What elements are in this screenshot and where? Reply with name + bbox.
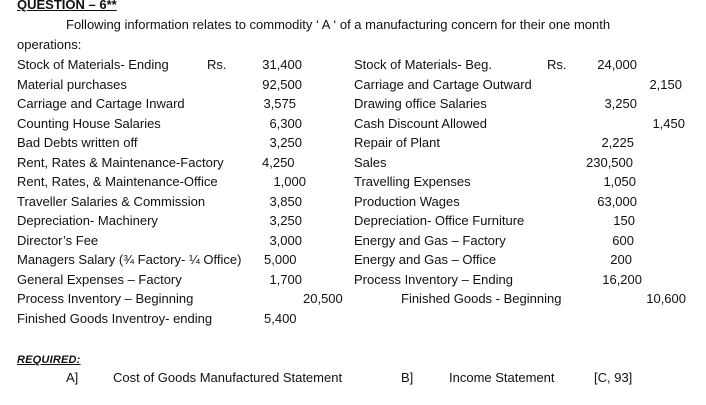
left-item-value: 5,000 — [264, 252, 297, 267]
left-item-value: 3,250 — [269, 135, 302, 150]
required-a-text: Cost of Goods Manufactured Statement — [113, 370, 343, 385]
left-item-value: 1,700 — [269, 272, 302, 287]
left-item-value: 3,850 — [269, 194, 302, 209]
right-item-value: 3,250 — [604, 96, 637, 111]
left-item-value: 5,400 — [264, 311, 297, 326]
right-item-value: 200 — [610, 252, 632, 267]
left-item-value: 1,000 — [273, 174, 306, 189]
left-item-label: Rent, Rates & Maintenance-Factory — [17, 155, 224, 170]
left-item-label: Material purchases — [17, 77, 127, 92]
left-item-label: Traveller Salaries & Commission — [17, 194, 206, 209]
left-item-label: Finished Goods Inventroy- ending — [17, 311, 213, 326]
left-item-value: 20,500 — [303, 291, 343, 306]
right-item-label: Finished Goods - Beginning — [401, 291, 562, 306]
right-item-value: 63,000 — [597, 194, 637, 209]
left-item-currency: Rs. — [207, 57, 227, 72]
right-item-value: 600 — [612, 233, 634, 248]
right-item-value: 2,150 — [649, 77, 682, 92]
right-item-label: Process Inventory – Ending — [354, 272, 513, 287]
required-heading: REQUIRED: — [17, 354, 81, 366]
reference-citation: [C, 93] — [594, 370, 633, 385]
left-item-label: Process Inventory – Beginning — [17, 291, 194, 306]
left-item-label: Depreciation- Machinery — [17, 213, 158, 228]
left-item-value: 31,400 — [262, 57, 302, 72]
right-item-label: Energy and Gas – Office — [354, 252, 497, 267]
right-item-value: 16,200 — [602, 272, 642, 287]
question-title: QUESTION – 6** — [17, 0, 117, 12]
left-item-label: Counting House Salaries — [17, 116, 161, 131]
right-item-label: Carriage and Cartage Outward — [354, 77, 532, 92]
intro-line-2: operations: — [17, 37, 82, 52]
right-item-label: Repair of Plant — [354, 135, 440, 150]
left-item-value: 4,250 — [262, 155, 295, 170]
left-item-label: General Expenses – Factory — [17, 272, 182, 287]
right-item-label: Production Wages — [354, 194, 460, 209]
left-item-label: Rent, Rates, & Maintenance-Office — [17, 174, 218, 189]
right-item-label: Depreciation- Office Furniture — [354, 213, 525, 228]
right-item-value: 1,050 — [603, 174, 636, 189]
right-item-value: 230,500 — [586, 155, 633, 170]
right-item-value: 150 — [613, 213, 635, 228]
required-a-marker: A] — [66, 370, 79, 385]
left-item-value: 3,575 — [263, 96, 296, 111]
intro-line-1: Following information relates to commodity ‘ A ‘ of a manufacturing concern for their one month — [66, 17, 611, 32]
left-item-label: Stock of Materials- Ending — [17, 57, 169, 72]
right-item-currency: Rs. — [547, 57, 567, 72]
required-b-text: Income Statement — [449, 370, 555, 385]
right-item-label: Energy and Gas – Factory — [354, 233, 506, 248]
right-item-value: 10,600 — [646, 291, 686, 306]
left-item-value: 3,250 — [269, 213, 302, 228]
right-item-label: Drawing office Salaries — [354, 96, 487, 111]
left-item-label: Director’s Fee — [17, 233, 99, 248]
right-item-value: 2,225 — [601, 135, 634, 150]
left-item-label: Bad Debts written off — [17, 135, 138, 150]
right-item-value: 24,000 — [597, 57, 637, 72]
required-b-marker: B] — [401, 370, 414, 385]
left-item-value: 6,300 — [269, 116, 302, 131]
left-item-label: Carriage and Cartage Inward — [17, 96, 185, 111]
left-item-value: 92,500 — [262, 77, 302, 92]
right-item-label: Cash Discount Allowed — [354, 116, 487, 131]
right-item-value: 1,450 — [652, 116, 685, 131]
left-item-label: Managers Salary (¾ Factory- ¼ Office) — [17, 252, 242, 267]
right-item-label: Travelling Expenses — [354, 174, 471, 189]
left-item-value: 3,000 — [269, 233, 302, 248]
right-item-label: Stock of Materials- Beg. — [354, 57, 492, 72]
right-item-label: Sales — [354, 155, 387, 170]
